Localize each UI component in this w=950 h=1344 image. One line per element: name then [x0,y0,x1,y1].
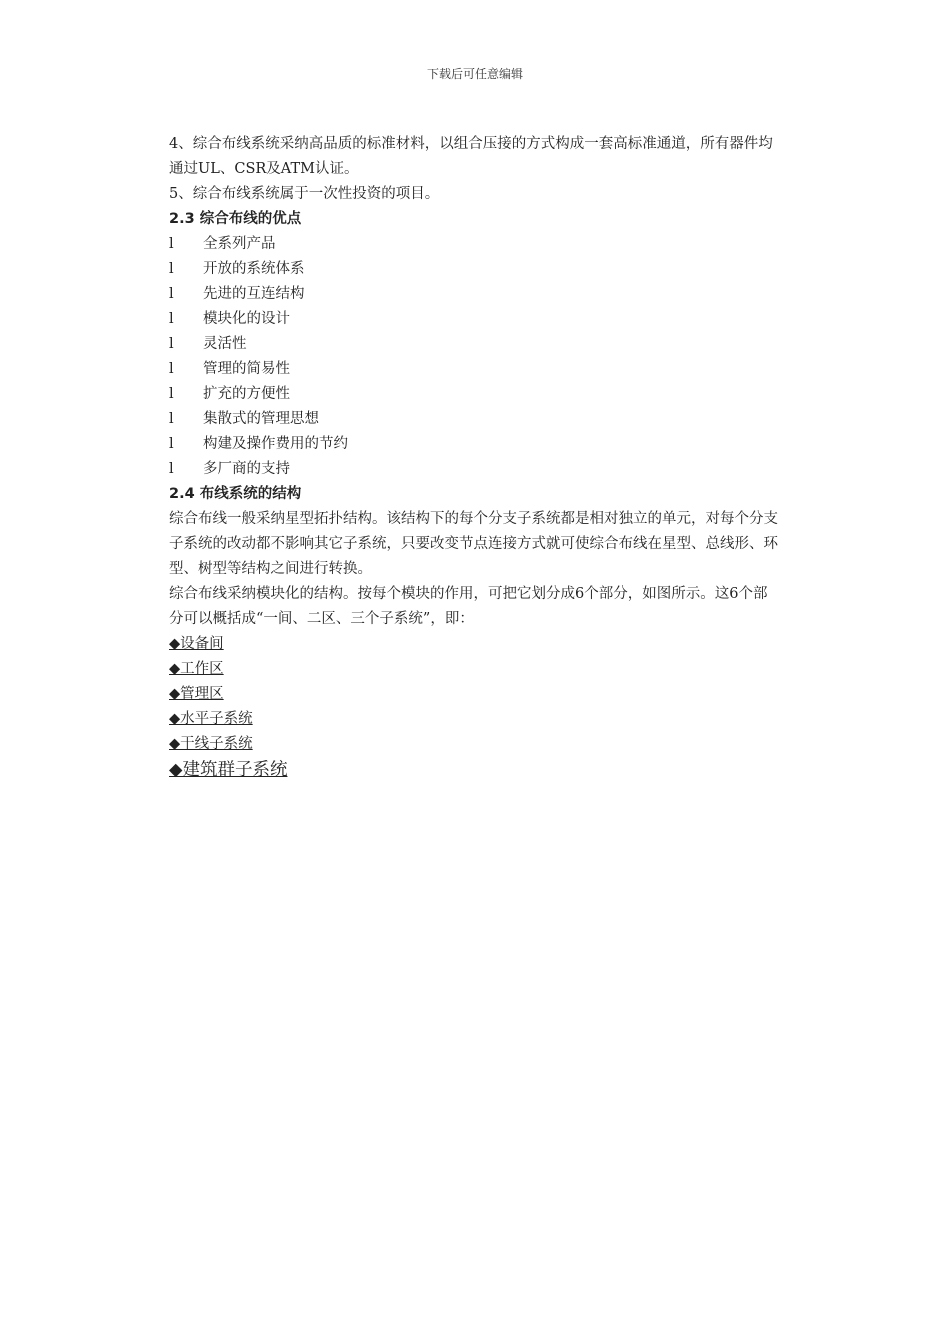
bullet-marker: l [169,461,174,477]
page-header: 下载后可任意编辑 [426,67,523,81]
paragraph-star-topology: 综合布线一般采纳星型拓扑结构。该结构下的每个分支子系统都是相对独立的单元，对每个分支子系统的改动都不影响其它子系统，只要改变节点连接方式就可使综合布线在星型、总线形、环型、树型等结构之间进行转换。 [169,511,778,577]
list-item-text: 灵活性 [203,336,247,352]
advantages-list [169,232,781,482]
link-horizontal-subsystem[interactable]: ◆水平子系统 [169,711,253,727]
list-item [169,357,781,382]
paragraph-investment: 5、综合布线系统属于一次性投资的项目。 [169,186,440,202]
list-item [169,232,781,257]
bullet-marker: l [169,261,174,277]
link-management-area[interactable]: ◆管理区 [169,686,224,702]
bullet-marker: l [169,411,174,427]
list-item [169,457,781,482]
paragraph-modular-structure: 综合布线采纳模块化的结构。按每个模块的作用，可把它划分成6个部分，如图所示。这6个部分可以概括成“一间、二区、三个子系统”，即： [169,586,768,627]
bullet-marker: l [169,236,174,252]
list-item-text: 全系列产品 [203,236,276,252]
bullet-marker: l [169,386,174,402]
list-item-text: 管理的简易性 [203,361,290,377]
link-equipment-room[interactable]: ◆设备间 [169,636,224,652]
list-item [169,657,781,682]
section-heading-advantages: 2.3 综合布线的优点 [169,211,302,227]
bullet-marker: l [169,336,174,352]
bullet-marker: l [169,286,174,302]
subsystem-links [169,632,781,783]
list-item [169,332,781,357]
paragraph-materials: 4、综合布线系统采纳高品质的标准材料，以组合压接的方式构成一套高标准通道，所有器件均通过UL、CSR及ATM认证。 [169,136,773,177]
list-item [169,307,781,332]
list-item [169,707,781,732]
bullet-marker: l [169,361,174,377]
list-item-text: 多厂商的支持 [203,461,290,477]
list-item [169,732,781,757]
link-work-area[interactable]: ◆工作区 [169,661,224,677]
list-item-text: 模块化的设计 [203,311,290,327]
section-heading-structure: 2.4 布线系统的结构 [169,486,302,502]
list-item [169,432,781,457]
list-item [169,632,781,657]
list-item-text: 先进的互连结构 [203,286,305,302]
list-item [169,382,781,407]
document-body [169,132,781,783]
list-item-text: 构建及操作费用的节约 [203,436,348,452]
bullet-marker: l [169,311,174,327]
link-campus-subsystem[interactable]: ◆建筑群子系统 [169,760,288,780]
list-item [169,682,781,707]
list-item-text: 开放的系统体系 [203,261,305,277]
bullet-marker: l [169,436,174,452]
list-item [169,407,781,432]
link-backbone-subsystem[interactable]: ◆干线子系统 [169,736,253,752]
list-item [169,757,781,783]
list-item-text: 集散式的管理思想 [203,411,319,427]
list-item [169,257,781,282]
list-item-text: 扩充的方便性 [203,386,290,402]
list-item [169,282,781,307]
